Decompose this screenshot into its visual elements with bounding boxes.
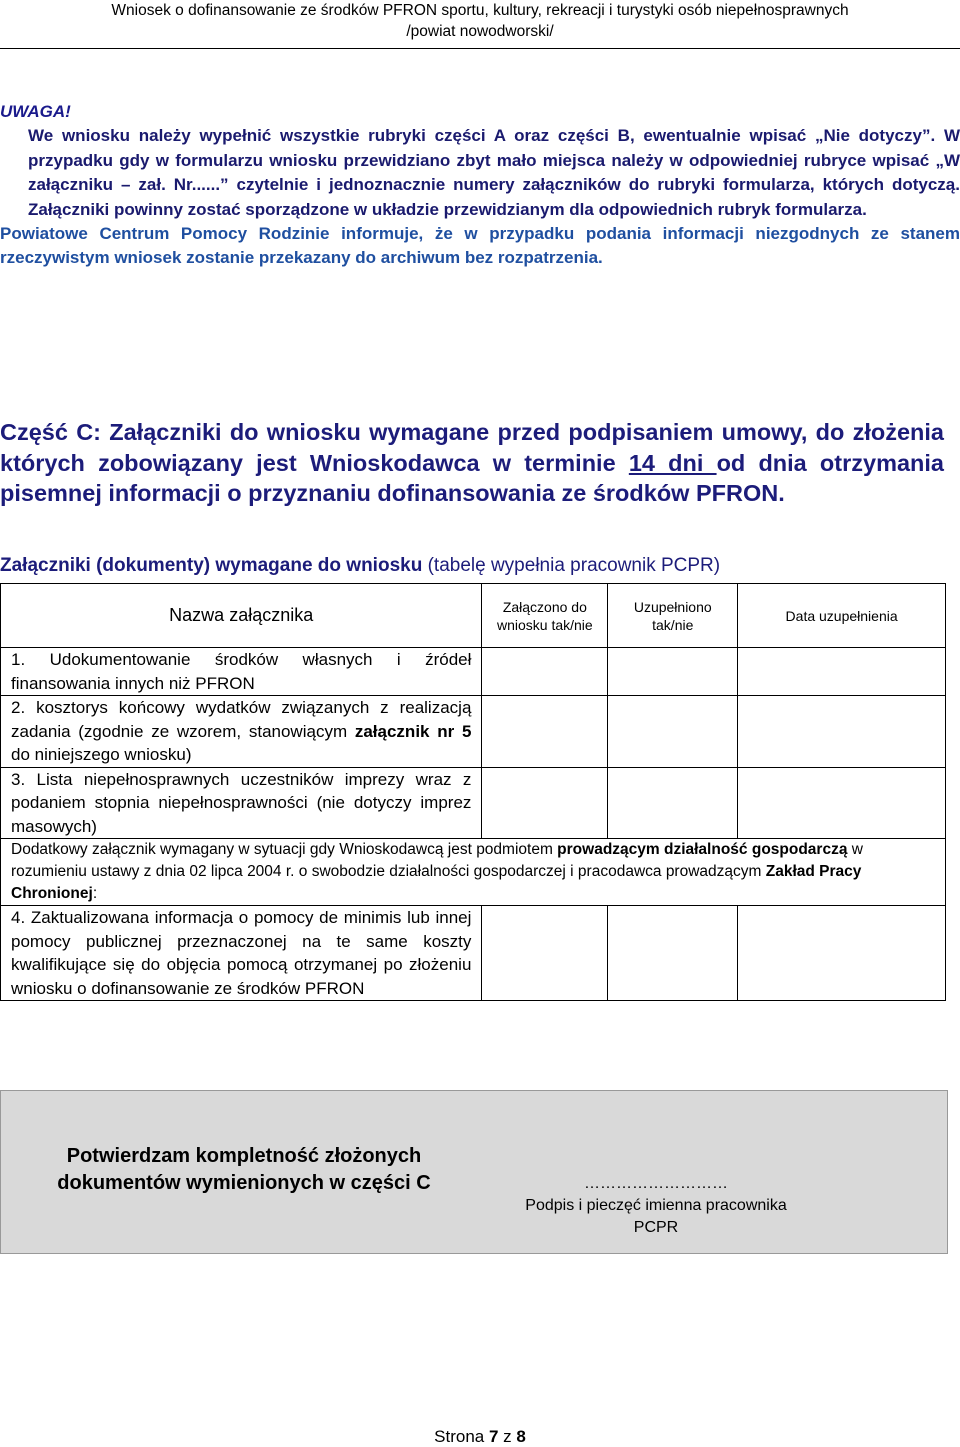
confirmation-text: Potwierdzam kompletność złożonych dokumentów wymienionych w części C xyxy=(57,1145,431,1194)
footer-mid: z xyxy=(498,1427,517,1446)
attachments-title-note: (tabelę wypełnia pracownik PCPR) xyxy=(422,555,721,576)
cell-attached-3[interactable] xyxy=(482,767,608,839)
footer-prefix: Strona xyxy=(434,1427,489,1446)
cell-completed-4[interactable] xyxy=(608,906,738,1001)
part-c-text-2: od dnia otrzymania pisemnej informacji o przyznaniu dofinansowania ze środków PFRON. xyxy=(0,449,944,506)
warning-title: UWAGA! xyxy=(0,102,71,121)
attachment-2-bold: załącznik nr 5 xyxy=(354,721,472,741)
signature-dots: ……………………… xyxy=(584,1175,728,1192)
footer-total: 8 xyxy=(516,1427,526,1446)
table-row xyxy=(1,696,946,768)
col-attached: Załączono do wniosku tak/nie xyxy=(482,584,608,648)
warning-text-a: We wniosku należy wypełnić wszystkie rubryki części A oraz części B, ewentualnie wpisać „Nie dotyczy”. W przypadku gdy w formularzu wniosku przewidziano zbyt mało miejsca należy w odpowiedniej rubryce wpisać „W załączniku – zał. Nr......” czytelnie i jednoznacznie numery załączników do rubryki formularza, których dotyczą. Załączniki powinny zostać sporządzone w układzie przewidzianym dla odpowiednich rubryk formularza. xyxy=(28,126,960,219)
col-name: Nazwa załącznika xyxy=(1,584,482,648)
table-row xyxy=(1,648,946,696)
cell-completed-2[interactable] xyxy=(608,696,738,768)
part-c-deadline: 14 dni xyxy=(628,449,717,476)
page-footer xyxy=(0,1427,960,1447)
cell-completed-1[interactable] xyxy=(608,648,738,696)
cell-date-4[interactable] xyxy=(738,906,946,1001)
extra-text-e: : xyxy=(92,885,98,902)
extra-bold-1: prowadzącym działalność gospodarczą xyxy=(557,841,848,858)
attachment-3: 3. Lista niepełnosprawnych uczestników imprezy wraz z podaniem stopnia niepełnosprawności (nie dotyczy imprez masowych) xyxy=(1,767,482,839)
warning-text-b: Powiatowe Centrum Pomocy Rodzinie informuje, że w przypadku podania informacji niezgodnych ze stanem rzeczywistym wniosek zostanie przekazany do archiwum bez rozpatrzenia. xyxy=(0,224,960,268)
cell-attached-4[interactable] xyxy=(482,906,608,1001)
page-header xyxy=(0,0,960,42)
attachment-4: 4. Zaktualizowana informacja o pomocy de minimis lub innej pomocy publicznej przeznaczonej na te same koszty kwalifikujące się do objęcia pomocą otrzymanej po złożeniu wniosku o dofinansowanie ze środków PFRON xyxy=(1,906,482,1001)
attachment-1: 1. Udokumentowanie środków własnych i źródeł finansowania innych niż PFRON xyxy=(1,648,482,696)
extra-bold-2: Zakład Pracy Chronionej xyxy=(11,863,862,902)
warning-block xyxy=(0,100,960,271)
extra-text-c: w rozumieniu ustawy z dnia 02 lipca 2004 r. o swobodzie działalności gospodarczej i pracodawca prowadzącym xyxy=(11,841,863,880)
footer-page: 7 xyxy=(488,1427,499,1446)
extra-attachment-note xyxy=(1,839,946,906)
cell-date-2[interactable] xyxy=(738,696,946,768)
cell-completed-3[interactable] xyxy=(608,767,738,839)
table-row-extra xyxy=(1,839,946,906)
col-date: Data uzupełnienia xyxy=(738,584,946,648)
cell-attached-2[interactable] xyxy=(482,696,608,768)
attachments-table xyxy=(0,583,946,1001)
table-header-row xyxy=(1,584,946,648)
header-subtitle: /powiat nowodworski/ xyxy=(406,23,554,40)
table-row xyxy=(1,767,946,839)
attachments-title xyxy=(0,555,720,577)
attachment-2-text-a: 2. kosztorys końcowy wydatków związanych z realizacją zadania (zgodnie ze wzorem, stanowiącym xyxy=(11,698,472,741)
attachment-2 xyxy=(1,696,482,768)
cell-date-1[interactable] xyxy=(738,648,946,696)
cell-attached-1[interactable] xyxy=(482,648,608,696)
confirmation-box xyxy=(0,1090,948,1254)
attachments-title-bold: Załączniki (dokumenty) wymagane do wniosku xyxy=(0,555,423,576)
table-row xyxy=(1,906,946,1001)
part-c-heading xyxy=(0,417,944,509)
part-c-text-1: Część C: Załączniki do wniosku wymagane przed podpisaniem umowy, do złożenia których zobowiązany jest Wnioskodawca w terminie xyxy=(0,419,944,476)
col-completed: Uzupełniono tak/nie xyxy=(608,584,738,648)
signature-area xyxy=(521,1173,791,1239)
signature-label: Podpis i pieczęć imienna pracownika PCPR xyxy=(525,1197,787,1236)
header-divider xyxy=(0,48,960,49)
header-title: Wniosek o dofinansowanie ze środków PFRON sportu, kultury, rekreacji i turystyki osób niepełnosprawnych xyxy=(111,2,849,19)
attachment-2-text-c: do niniejszego wniosku) xyxy=(11,745,192,764)
extra-text-a: Dodatkowy załącznik wymagany w sytuacji gdy Wnioskodawcą jest podmiotem xyxy=(11,841,558,858)
cell-date-3[interactable] xyxy=(738,767,946,839)
